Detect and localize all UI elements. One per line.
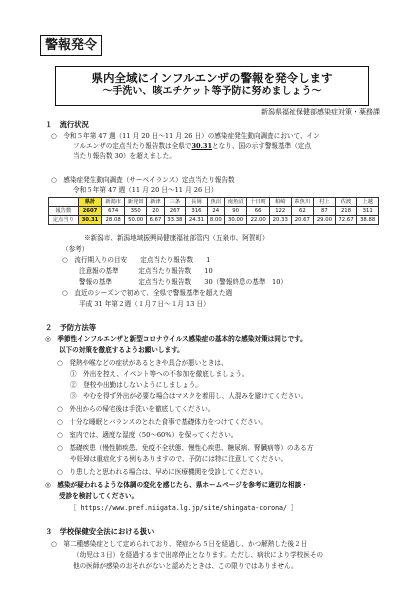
s2-item: ○ 室内では、適度な湿度（50～60%）を保ってください。: [57, 431, 238, 439]
table-row: 報告数 2607 674 350 20 267 316 24 90 66 122 62 87 218 311: [49, 207, 379, 216]
s2-subitem: ① 外出を控え、イベント等への不参加を徹底しましょう。: [70, 370, 249, 378]
title-box: [55, 66, 369, 106]
table-note: ※新潟市、新潟地域振興局健康福祉部管内（五泉市、阿賀町）: [84, 234, 269, 242]
page-subtitle: ～手洗い、咳エチケット等予防に努めましょう～: [102, 86, 322, 97]
s2-item: ○ 発熱や喉などの症状があるときや具合が悪いときは、: [57, 359, 228, 367]
s2-lead: ◎ 感染が疑われるような体調の変化を感じたら、県ホームページを参考に適切な相談・: [45, 481, 308, 489]
surveillance-table: [48, 197, 379, 225]
reference-label: （参考）: [62, 245, 89, 253]
website-link[interactable]: ［ https://www.pref.niigata.lg.jp/site/shingata-corona/ ］: [70, 504, 298, 512]
s2-item: や妊婦は重症化する例もありますので、予防には特に注意してください。: [70, 455, 288, 463]
s1-p1c: 当たり報告数 30）を超えました。: [73, 152, 176, 160]
s3-p: 他の医師が感染のおそれがないと認めたときは、この限りではありません。: [73, 562, 298, 570]
table-caption: ○ 感染症発生動向調査（サーベイランス）定点当たり報告数: [51, 176, 235, 184]
s2-item: ○ 基礎疾患（慢性肺疾患、免疫不全状態、慢性心疾患、糖尿病、腎臓病等）のある方: [57, 444, 314, 452]
page-title: 県内全域にインフルエンザの警報を発令します: [91, 71, 333, 85]
author: 新潟県福祉保健部感染症対策・薬務課: [261, 108, 380, 116]
section1-heading: １ 流行状況: [45, 120, 89, 129]
ref-line: 平成 31 年第２週（１月７日～１月 13 日）: [79, 300, 210, 308]
s2-item: ○ 外出からの帰宅後は手洗いを徹底してください。: [57, 405, 215, 413]
ref-line: ○ 直近のシーズンで初めて、全県で警報基準を超えた週: [62, 289, 233, 297]
s2-subitem: ③ やむを得ず外出が必要な場合はマスクを着用し、人混みを避けてください。: [70, 392, 308, 400]
ref-line: 警報の基準 定点当たり報告数 30（警報終息の基準 10）: [79, 278, 287, 286]
s2-subitem: ② 登校や出勤はしないようにしましょう。: [70, 381, 202, 389]
s2-item: ○ り患したと思われる場合は、早めに医療機関を受診してください。: [57, 468, 268, 476]
prefecture-rate: 30.31: [191, 142, 213, 150]
ref-line: ○ 流行期入りの目安 定点当たり報告数 1: [62, 256, 211, 264]
s2-lead: 以下の対策を徹底するようお願いします。: [59, 346, 184, 354]
table-row: 定点当り 30.31 28.08 50.00 6.67 33.38 24.31 8.00 30.00 22.00 20.33 20.67 29.00 72.67 38.88: [49, 216, 379, 225]
section2-heading: ２ 予防方法等: [45, 323, 97, 332]
s1-p1b: フルエンザの定点当たり報告数は全県で30.31となり、国の示す警報基準（定点: [73, 142, 311, 150]
table-header-row: 県計 新潟市 新発田 新津 三条 長岡 魚沼 南魚沼 十日町 柏崎 糸魚川 村上 佐渡 上越: [49, 198, 379, 207]
table-period: 令和５年第 47 週（11 月 20 日～11 月 26 日）: [73, 186, 218, 194]
s2-lead: ◎ 季節性インフルエンザと新型コロナウイルス感染症の基本的な感染対策は同じです。: [45, 335, 307, 343]
section3-heading: ３ 学校保健安全法における扱い: [45, 527, 155, 536]
s3-p: ○ 第二種感染症として定められており、発症から５日を経過し、かつ解熱した後２日: [51, 540, 308, 548]
s2-lead: 受診を検討してください。: [59, 492, 139, 500]
ref-line: 注意報の基準 定点当たり報告数 10: [79, 267, 213, 275]
s2-item: ○ 十分な睡眠とバランスのとれた食事で基礎体力をつけてください。: [57, 418, 267, 426]
alert-badge: 警報発令: [40, 35, 102, 56]
s3-p: （幼児は３日）を経過するまで出席停止となります。ただし、病状により学校医その: [73, 551, 324, 559]
s1-p1a: ○ 令和５年第 47 週（11 月 20 日～11 月 26 日）の感染症発生動向調査において、イン: [51, 132, 320, 140]
